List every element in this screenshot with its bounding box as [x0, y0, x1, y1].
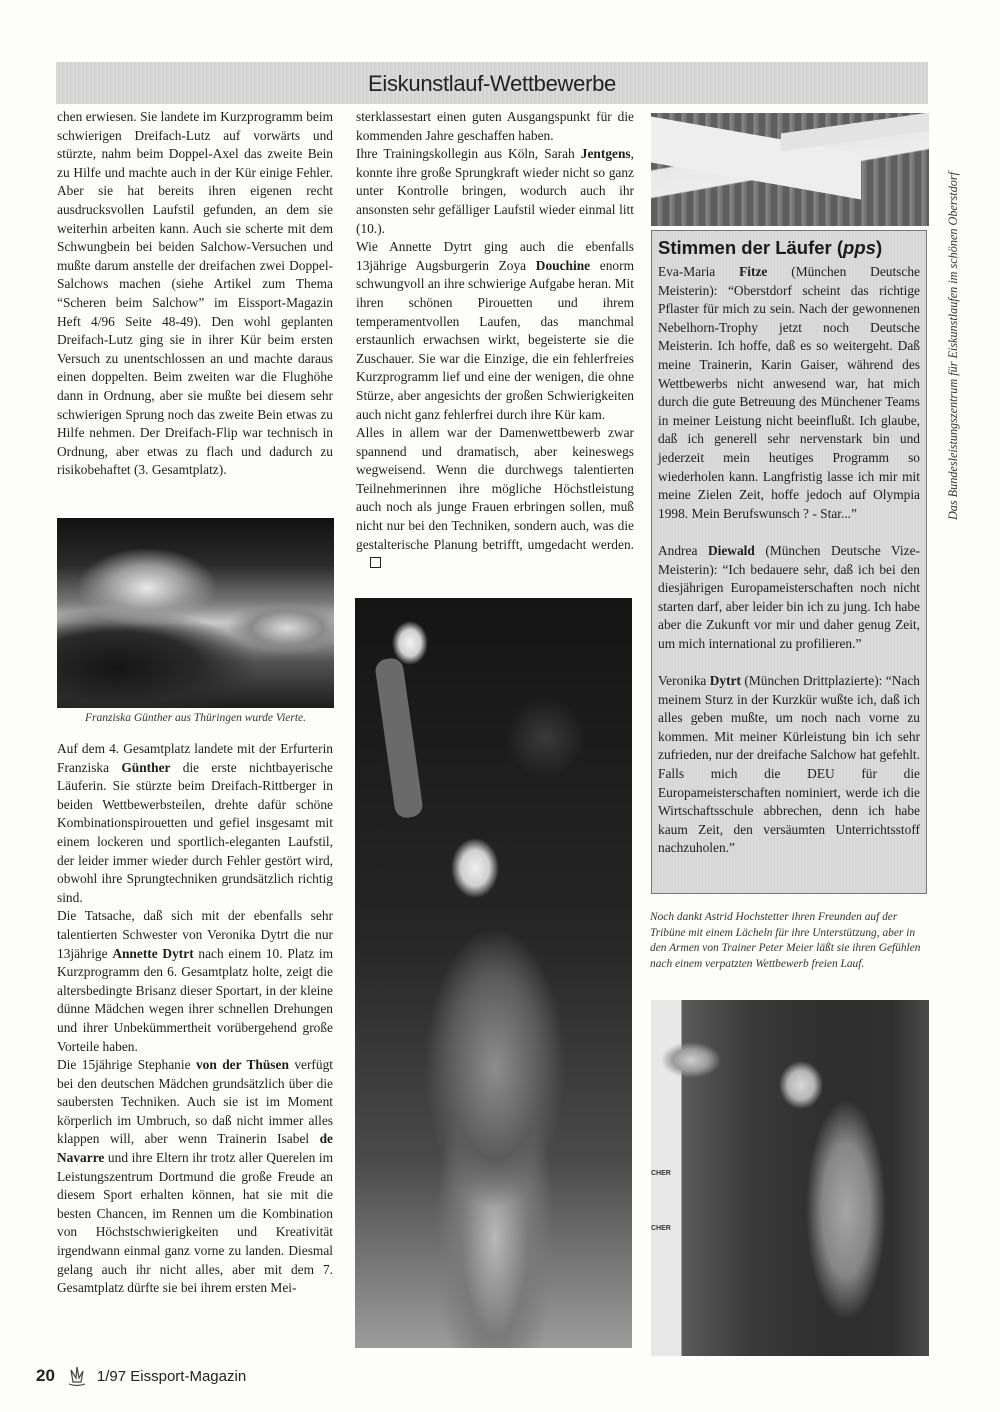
- skater-name: Günther: [121, 759, 171, 775]
- photo-sign-text: CHER: [651, 1170, 671, 1177]
- trainer-name: de Navarre: [57, 1131, 333, 1166]
- text-run: und ihre Eltern ihr trotz aller Querelen im Leistungszentrum Dortmund die große Freude an diesem Sport erhalten können, hat sie mit die besten Chancen, im Rennen um die Kombination von Höchstschwierigkeiten und Kreativität irgendwann einmal ganz vorne zu landen. Diesmal gelang auch ihr nicht alles, aber mit dem 7. Gesamtplatz dürfte sie bei ihrem ersten Mei-: [57, 1150, 333, 1296]
- title-text: ): [875, 237, 883, 258]
- quote-first-name: Eva-Maria: [658, 264, 740, 279]
- text-run: Alles in allem war der Damenwettbewerb zwar spannend und dramatisch, aber keineswegs wegweisend. Wenn die durchwegs talentierten Teilnehmerinnen ihre mögliche Höchstleistung auch noch als junge Frauen erbringen sollen, muß nicht nur bei den Techniken, sondern auch, was die gestalterische Planung betrifft, umgedacht werden.: [356, 425, 634, 552]
- text-run: nach einem 10. Platz im Kurzprogramm den 6. Gesamtplatz holte, zeigt die altersbedingte Brisanz dieser Sportart, in der kleine dünne Mädchen wegen ihrer schnellen Drehungen und ihrer Unbekümmertheit vorübergehend große Vorteile haben.: [57, 945, 333, 1054]
- photo-trainer-hug: [651, 1000, 929, 1356]
- article-paragraph: [356, 145, 634, 238]
- quote-item: [658, 542, 920, 654]
- magazine-logo-icon: [65, 1364, 89, 1388]
- photo-detail-arm: [374, 657, 424, 819]
- text-run: Die Tatsache, daß sich mit der ebenfalls sehr talentierten Schwester von Veronika Dytrt die nur 13jährige: [57, 908, 333, 961]
- skater-name: Douchine: [535, 257, 591, 273]
- article-paragraph: [57, 740, 333, 907]
- sidebar-box-title: [658, 237, 882, 259]
- quote-item: [658, 672, 920, 858]
- text-run: Auf dem 4. Gesamtplatz landete mit der Erfurterin Franziska: [57, 741, 333, 775]
- quote-first-name: Veronika: [658, 673, 710, 689]
- photo-oberstdorf-building: [651, 113, 929, 226]
- article-paragraph: [356, 238, 634, 424]
- quote-first-name: Andrea: [658, 542, 708, 558]
- issue-label: 1/97 Eissport-Magazin: [96, 1367, 247, 1385]
- text-run: Ihre Trainingskollegin aus Köln, Sarah: [356, 146, 581, 162]
- section-title: Eiskunstlauf-Wettbewerbe: [368, 71, 616, 96]
- quote-item: [658, 263, 920, 523]
- column-1-top: [57, 108, 333, 480]
- quote-text: (München Drittplazierte): “Nach meinem Sturz in der Kurzkür wußte ich, daß ich alles geben mußte, um noch nach vorne zu kommen. Mit meiner Kürleistung bin ich sehr zufrieden, nur der dreifache Salchow hat gefehlt. Falls mich die DEU für die Europameisterschaften nominiert, werde ich die Wirtschaftsschule abbrechen, denn ich habe kaum Zeit, den versäumten Unterrichtsstoff nachzuholen.”: [658, 673, 920, 856]
- quote-text: (München Deutsche Meisterin): “Oberstdorf scheint das richtige Pflaster für mich zu sein. Nach der gewonnenen Nebelhorn-Trophy jetzt noch Deutsche Meisterin. Ich hoffe, daß es so weitergeht. Daß meine Trainerin, Karin Gaiser, während des Wettbewerbs nicht anwesend war, hat mich durch die gute Betreuung des Münchener Teams in meiner Leistung nicht beeinflußt. Ich glaube, daß ich generell sehr nervenstark bin und jederzeit mein heutiges Programm so wiederholen kann. Langfristig lasse ich mir mit meine Zielen Zeit, hoffe jedoch auf Olympia 1998. Mein Berufswunsch ? - Star...”: [658, 264, 920, 521]
- article-paragraph: chen erwiesen. Sie landete im Kurzprogramm beim schwierigen Dreifach-Lutz auf vorwärts und stürzte, nahm beim Doppel-Axel das zweite Bein zu Hilfe und machte auch in der Kür einige Fehler. Aber sie hat bereits ihren eigenen recht ausdrucksvollen Laufstil gefunden, an dem sie weiterhin arbeiten kann. Auch sie scherte mit dem Schwungbein bei beiden Salchow-Versuchen und mußte darum anstelle der dreifachen zwei Doppel-Salchows machen (siehe Artikel zum Thema “Scheren beim Salchow” im Eissport-Magazin Heft 4/96 Seite 48-49). Den wohl geplanten Dreifach-Lutz ging sie in ihrer Kür beim ersten Versuch zu unentschlossen an und machte daraus einen doppelten. Beim zweiten war die Flughöhe dann in Ordnung, aber sie mußte bei diesem sehr schwierigen Sprung noch das zweite Bein etwas zu Hilfe nehmen. Der Dreifach-Flip war technisch in Ordnung, aber etwas zu flach und dadurch zu risikobehaftet (3. Gesamtplatz).: [57, 109, 333, 478]
- skater-name: von der Thüsen: [195, 1057, 289, 1073]
- skater-name: Jentgens: [580, 146, 631, 162]
- photo-sign-text: CHER: [651, 1225, 671, 1232]
- title-text: Stimmen der Läufer (: [658, 237, 844, 258]
- end-of-article-square-icon: [370, 557, 381, 568]
- quote-text: (München Deutsche Vize-Meisterin): “Ich bedauere sehr, daß ich bei den diesjährigen Europameisterschaften noch nicht starten darf, aber leider bin ich zu jung. Ich habe aber die Zukunft vor mir und daher genug Zeit, um mich international zu profilieren.”: [658, 542, 920, 651]
- text-run: Wie Annette Dytrt ging auch die ebenfalls 13jährige Augsburgerin Zoya: [356, 239, 634, 273]
- photo-skater-waving: [355, 598, 632, 1348]
- page-footer: [36, 1364, 246, 1388]
- sidebar-box-skater-quotes: [651, 230, 927, 894]
- column-1-bottom: [57, 740, 333, 1298]
- column-2: [356, 108, 634, 573]
- text-run: verfügt bei den deutschen Mädchen grundsätzlich über die saubersten Techniken. Auch sie ist im Moment körperlich im Umbruch, so daß nicht immer alles klappen will, aber wenn Trainerin Isabel: [57, 1057, 333, 1147]
- vertical-photo-caption: Das Bundesleistungszentrum für Eiskunstlaufen im schönen Oberstdorf: [946, 171, 960, 520]
- text-run: , konnte ihre große Sprungkraft wieder nicht so ganz unter Kontrolle bringen, wodurch auch ihr ansonsten sehr gefälliger Laufstil wieder einmal litt (10.).: [356, 146, 634, 236]
- article-paragraph: [356, 424, 634, 573]
- section-header-band: [56, 62, 928, 104]
- article-paragraph: [57, 907, 333, 1056]
- page-number: 20: [36, 1366, 55, 1385]
- photo-caption: Franziska Günther aus Thüringen wurde Vierte.: [84, 712, 307, 724]
- text-run: Die 15jährige Stephanie: [57, 1057, 196, 1073]
- quote-name: Diewald: [707, 542, 755, 558]
- quote-name: Dytrt: [709, 673, 741, 689]
- article-paragraph: [57, 1056, 333, 1298]
- article-paragraph: sterklassestart einen guten Ausgangspunkt für die kommenden Jahre geschaffen haben.: [356, 109, 634, 143]
- text-run: enorm schwungvoll an ihre schwierige Aufgabe heran. Mit ihren schönen Pirouetten und ihrem temperamentvollen Laufen, das manchmal erstaunlich erwachsen wirkt, begeisterte sie die Zuschauer. Sie war die Einzige, die ein fehlerfreies Kurzprogramm lief und eine der wenigen, die ohne Stürze, aber angesichts der großen Schwierigkeiten auch nicht ganz fehlerfrei durch ihre Kür kam.: [356, 257, 634, 422]
- author-initials: pps: [843, 237, 876, 258]
- sidebar-box-body: [658, 263, 920, 877]
- skater-name: Annette Dytrt: [112, 945, 194, 961]
- photo-franziska-guenther: [57, 518, 334, 708]
- text-run: die erste nichtbayerische Läuferin. Sie stürzte beim Dreifach-Rittberger in beiden Wettbewerbsteilen, drehte dafür schöne Kombinationspirouetten und gefiel insgesamt mit einem lockeren und sportlich-eleganten Laufstil, der leider immer wieder durch Fehler gestört wird, obwohl ihre Sprungtechniken grundsätzlich richtig sind.: [57, 759, 333, 905]
- photo-caption: Noch dankt Astrid Hochstetter ihren Freunden auf der Tribüne mit einem Lächeln für ihre Unterstützung, aber in den Armen von Trainer Peter Meier läßt sie ihren Gefühlen nach einem verpatzten Wettbewerb freien Lauf.: [650, 911, 921, 970]
- quote-name: Fitze: [739, 264, 768, 279]
- photo-detail-roof: [781, 113, 929, 151]
